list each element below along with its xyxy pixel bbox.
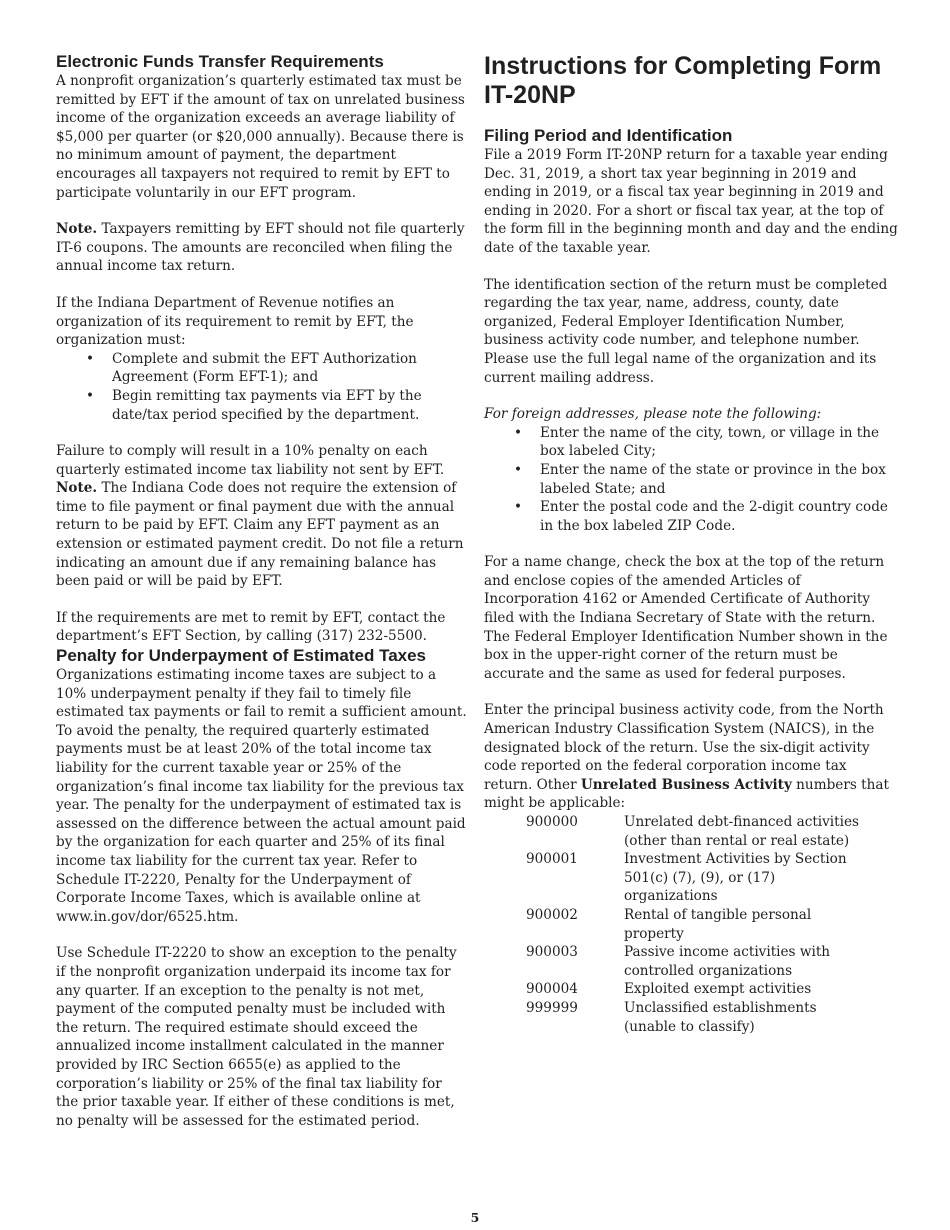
eft-p4-note-label: Note.	[56, 480, 98, 497]
activity-codes-table	[526, 813, 864, 1036]
list-item-text: Complete and submit the EFT Authorization Agreement (Form EFT-1); and	[112, 350, 417, 386]
list-item	[56, 387, 468, 424]
page-number: 5	[470, 1210, 480, 1225]
foreign-address-label	[484, 405, 898, 424]
filing-paragraph-1: File a 2019 Form IT-20NP return for a taxable year ending Dec. 31, 2019, a short tax year beginning in 2019 and ending in 2019, or a fiscal tax year beginning in 2019 and ending in 2020. For a short or fiscal tax year, at the top of the form fill in the beginning month and day and the ending date of the taxable year.	[484, 147, 898, 256]
list-item-text: Enter the postal code and the 2-digit country code in the box labeled ZIP Code.	[540, 499, 888, 534]
activity-description: Passive income activities with controlled organizations	[624, 944, 831, 979]
eft-note-paragraph	[56, 220, 468, 276]
activity-code: 900004	[526, 981, 578, 998]
eft-paragraph-3: If the Indiana Department of Revenue notifies an organization of its requirement to remit by EFT, the organization must:	[56, 294, 414, 349]
table-row	[526, 999, 864, 1036]
list-item-text: Enter the name of the city, town, or village in the box labeled City;	[540, 424, 880, 460]
activity-description: Rental of tangible personal property	[624, 906, 812, 942]
filing-paragraph-3: For a name change, check the box at the top of the return and enclose copies of the amended Articles of Incorporation 4162 or Amended Certificate of Authority filed with the Indiana Secretary of State with the return. The Federal Employer Identification Number shown in the box in the upper-right corner of the return must be accurate and the same as used for federal purposes.	[484, 554, 888, 682]
right-column	[484, 52, 898, 1036]
eft-paragraph-5: If the requirements are met to remit by EFT, contact the department’s EFT Section, by calling (317) 232-5500.	[56, 609, 446, 645]
activity-description: Unclassified establishments (unable to classify)	[624, 999, 817, 1035]
bullet-icon: •	[86, 387, 95, 404]
activity-code: 900003	[526, 944, 578, 961]
list-item	[484, 461, 898, 498]
eft-p4-text-a: Failure to comply will result in a 10% penalty on each quarterly estimated income tax liability not sent by EFT.	[56, 443, 445, 478]
table-row	[526, 906, 864, 943]
list-item	[484, 498, 898, 535]
filing-paragraph-2: The identification section of the return must be completed regarding the tax year, name, address, county, date organized, Federal Employer Identification Number, business activity code number, and telephone number. Please use the full legal name of the organization and its current mailing address.	[484, 276, 888, 386]
eft-p4-text-b: The Indiana Code does not require the extension of time to file payment or final payment due with the annual return to be paid by EFT. Claim any EFT payment as an extension or estimated payment credit. Do not file a return indicating an amount due if any remaining balance has been paid or will be paid by EFT.	[56, 480, 464, 590]
activity-code: 900002	[526, 906, 578, 923]
filing-p4-text-b: numbers that might be applicable:	[484, 776, 889, 812]
bullet-icon: •	[514, 499, 523, 516]
list-item-text: Begin remitting tax payments via EFT by the date/tax period specified by the department.	[112, 387, 422, 423]
activity-code: 900000	[526, 814, 578, 830]
foreign-address-label-text: For foreign addresses, please note the following:	[484, 406, 822, 423]
activity-description: Unrelated debt-financed activities (other than rental or real estate)	[624, 814, 859, 849]
page-title: Instructions for Completing Form IT-20NP	[484, 52, 882, 109]
eft-paragraph-1: A nonprofit organization’s quarterly estimated tax must be remitted by EFT if the amount of tax on unrelated business income of the organization exceeds an average liability of $5,000 per quarter (or $20,000 annually). Because there is no minimum amount of payment, the department encourages all taxpayers not required to remit by EFT to participate voluntarily in our EFT program.	[56, 73, 465, 201]
bullet-icon: •	[514, 424, 523, 441]
table-row	[526, 850, 864, 906]
left-column	[56, 52, 468, 1130]
penalty-paragraph-2: Use Schedule IT-2220 to show an exception to the penalty if the nonprofit organization underpaid its income tax for any quarter. If an exception to the penalty is not met, payment of the computed penalty must be included with the return. The required estimate should exceed the annualized income installment calculated in the manner provided by IRC Section 6655(e) as applied to the corporation’s liability or 25% of the final tax liability for the prior taxable year. If either of these conditions is met, no penalty will be assessed for the estimated period.	[56, 945, 457, 1129]
list-item	[484, 424, 898, 461]
filing-p4-bold: Unrelated Business Activity	[580, 776, 792, 793]
filing-p4-text-a: Enter the principal business activity code, from the North American Industry Classification System (NAICS), in the designated block of the return. Use the six-digit activity code reported on the federal corporation income tax return. Other	[484, 702, 884, 793]
table-row	[526, 980, 864, 999]
penalty-heading: Penalty for Underpayment of Estimated Taxes	[56, 646, 427, 666]
bullet-icon: •	[514, 461, 523, 478]
filing-paragraph-4	[484, 701, 898, 813]
bullet-icon: •	[86, 350, 95, 367]
foreign-address-list	[484, 424, 898, 536]
eft-note-label: Note.	[56, 221, 98, 238]
filing-heading: Filing Period and Identification	[484, 126, 733, 145]
list-item-text: Enter the name of the state or province in the box labeled State; and	[540, 461, 886, 497]
activity-code: 900001	[526, 851, 578, 868]
table-row	[526, 813, 864, 850]
activity-description: Investment Activities by Section 501(c) (7), (9), or (17) organizations	[624, 851, 847, 905]
eft-note-text: Taxpayers remitting by EFT should not file quarterly IT-6 coupons. The amounts are reconciled when filing the annual income tax return.	[56, 221, 465, 275]
eft-requirements-list	[56, 350, 468, 424]
list-item	[56, 350, 468, 387]
activity-description: Exploited exempt activities	[624, 981, 812, 998]
activity-code: 999999	[526, 999, 578, 1016]
eft-paragraph-4	[56, 442, 468, 591]
table-row	[526, 943, 864, 980]
eft-heading: Electronic Funds Transfer Requirements	[56, 52, 384, 71]
penalty-paragraph-1: Organizations estimating income taxes are subject to a 10% underpayment penalty if they fail to timely file estimated tax payments or fail to remit a sufficient amount. To avoid the penalty, the required quarterly estimated payments must be at least 20% of the total income tax liability for the current taxable year or 25% of the organization’s final income tax liability for the previous tax year. The penalty for the underpayment of estimated tax is assessed on the difference between the actual amount paid by the organization for each quarter and 25% of its final income tax liability for the current tax year. Refer to Schedule IT-2220, Penalty for the Underpayment of Corporate Income Taxes, which is available online at www.in.gov/dor/6525.htm.	[56, 667, 467, 925]
